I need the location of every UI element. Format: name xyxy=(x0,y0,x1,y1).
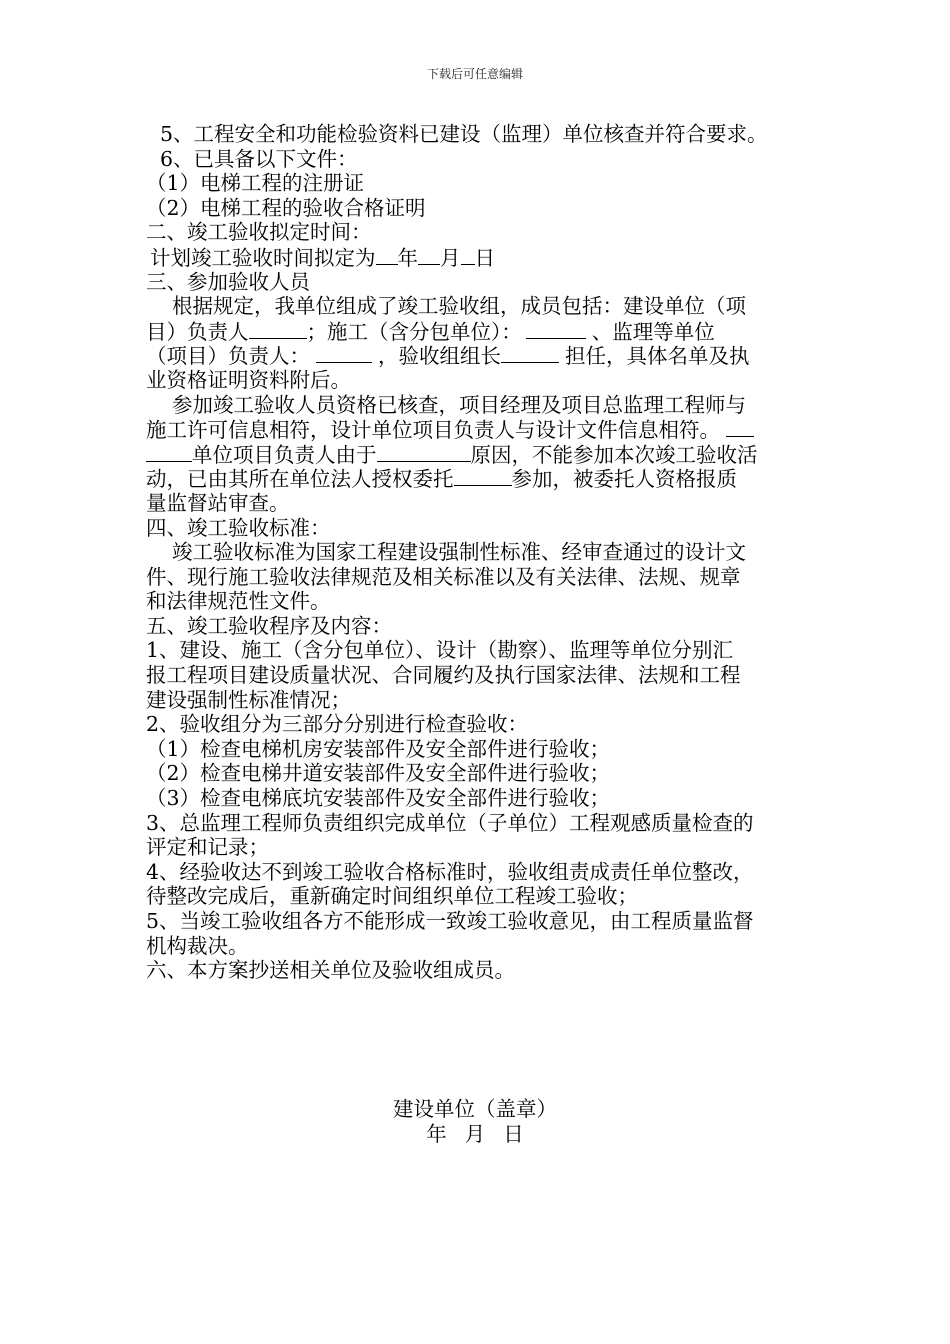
paragraph-line: 业资格证明资料附后。 xyxy=(146,367,351,392)
text-run: 单位项目负责人由于 xyxy=(192,442,377,467)
paragraph-line xyxy=(146,417,826,442)
blank-field xyxy=(454,466,512,486)
paragraph-line: 1、建设、施工（含分包单位）、设计（勘察）、监理等单位分别汇 xyxy=(146,638,734,663)
text-run: 动，已由其所在单位法人授权委托 xyxy=(146,467,454,492)
paragraph-line: 参加竣工验收人员资格已核查，项目经理及项目总监理工程师与 xyxy=(172,392,746,417)
list-item: （3）检查电梯底坑安装部件及安全部件进行验收； xyxy=(146,786,611,811)
section-heading-4: 四、竣工验收标准： xyxy=(146,515,331,540)
signature-unit: 建设单位（盖章） xyxy=(393,1097,557,1121)
paragraph-line: 3、总监理工程师负责组织完成单位（子单位）工程观感质量检查的 xyxy=(146,810,754,835)
paragraph-line: 建设强制性标准情况； xyxy=(146,687,351,712)
paragraph-line: （2）电梯工程的验收合格证明 xyxy=(146,195,426,220)
paragraph-line: 根据规定，我单位组成了竣工验收组，成员包括：建设单位（项 xyxy=(172,294,746,319)
paragraph-line: 4、经验收达不到竣工验收合格标准时，验收组责成责任单位整改， xyxy=(146,859,754,884)
paragraph-line: 5、工程安全和功能检验资料已建设（监理）单位核查并符合要求。 xyxy=(160,122,768,146)
blank-field xyxy=(316,343,372,363)
section-heading-5: 五、竣工验收程序及内容： xyxy=(146,613,392,638)
month-label: 月 xyxy=(440,245,461,270)
section-heading-3: 三、参加验收人员 xyxy=(146,269,310,294)
paragraph-line: 评定和记录； xyxy=(146,835,269,860)
blank-field xyxy=(726,417,754,437)
paragraph-line: 机构裁决。 xyxy=(146,933,249,958)
paragraph-line: 量监督站审查。 xyxy=(146,490,290,515)
members-line xyxy=(146,319,826,344)
signature-day: 日 xyxy=(503,1122,524,1146)
page-header-note: 下载后可任意编辑 xyxy=(426,67,523,81)
list-item: （2）检查电梯井道安装部件及安全部件进行验收； xyxy=(146,761,611,786)
paragraph-line: 和法律规范性文件。 xyxy=(146,589,331,614)
blank-field xyxy=(146,442,192,462)
paragraph-line xyxy=(146,466,826,491)
blank-field xyxy=(526,319,586,339)
members-line xyxy=(146,343,826,368)
text-run: 施工许可信息相符，设计单位项目负责人与设计文件信息相符。 xyxy=(146,418,720,443)
blank-field xyxy=(249,319,307,339)
text-run: ，验收组组长 xyxy=(378,344,501,369)
blank-field xyxy=(461,245,475,265)
paragraph-line: 6、已具备以下文件： xyxy=(160,146,358,171)
planned-date-line xyxy=(146,245,826,270)
document-body xyxy=(146,122,826,983)
signature-year: 年 xyxy=(426,1122,447,1146)
text-run: 目）负责人 xyxy=(146,319,249,344)
blank-field xyxy=(501,343,559,363)
text-run: 担任，具体名单及执 xyxy=(565,344,750,369)
paragraph-line: 报工程项目建设质量状况、合同履约及执行国家法律、法规和工程 xyxy=(146,663,741,688)
paragraph-line: （1）电梯工程的注册证 xyxy=(146,171,365,196)
text-run: 原因，不能参加本次竣工验收活 xyxy=(470,442,758,467)
text-run: 、监理等单位 xyxy=(591,319,715,344)
text-run: （项目）负责人： xyxy=(146,344,310,369)
section-heading-2: 二、竣工验收拟定时间： xyxy=(146,220,372,245)
paragraph-line: 竣工验收标准为国家工程建设强制性标准、经审查通过的设计文 xyxy=(172,540,746,565)
paragraph-line: 待整改完成后，重新确定时间组织单位工程竣工验收； xyxy=(146,884,638,909)
paragraph-line xyxy=(146,442,826,467)
blank-field xyxy=(376,245,398,265)
planned-date-label: 计划竣工验收时间拟定为 xyxy=(150,245,376,270)
section-heading-6: 六、本方案抄送相关单位及验收组成员。 xyxy=(146,958,515,983)
signature-month: 月 xyxy=(464,1122,486,1146)
signature-block xyxy=(0,1097,950,1147)
day-label: 日 xyxy=(474,245,495,270)
list-item: （1）检查电梯机房安装部件及安全部件进行验收； xyxy=(146,736,611,761)
blank-field xyxy=(418,245,440,265)
text-run: ；施工（含分包单位）： xyxy=(306,319,522,344)
year-label: 年 xyxy=(397,245,418,270)
blank-field xyxy=(377,442,471,462)
text-run: 参加，被委托人资格报质 xyxy=(511,467,737,492)
paragraph-line: 件、现行施工验收法律规范及相关标准以及有关法律、法规、规章 xyxy=(146,564,741,589)
paragraph-line: 2、验收组分为三部分分别进行检查验收： xyxy=(146,712,529,737)
signature-date xyxy=(0,1122,950,1147)
paragraph-line: 5、当竣工验收组各方不能形成一致竣工验收意见，由工程质量监督 xyxy=(146,909,754,933)
